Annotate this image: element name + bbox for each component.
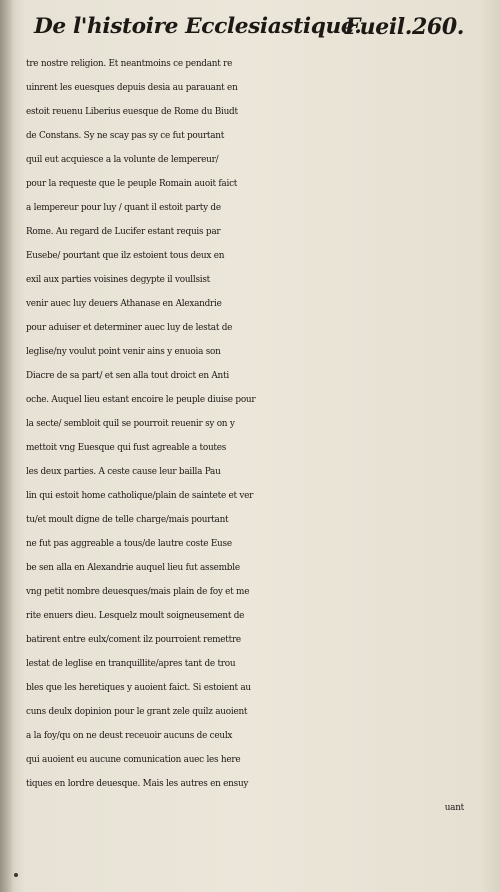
- text-line: exil aux parties voisines degypte il voullsist: [26, 275, 210, 285]
- text-line: tiques en lordre deuesque. Mais les autres en ensuy: [26, 779, 249, 789]
- text-line: cuns deulx dopinion pour le grant zele quilz auoient: [26, 707, 248, 717]
- text-line: les deux parties. A ceste cause leur bailla Pau: [26, 467, 221, 477]
- text-line: bles que les heretiques y auoient faict. Si estoient au: [26, 683, 251, 693]
- running-title: De l'histoire Ecclesiastique.: [34, 14, 362, 39]
- text-line: rite enuers dieu. Lesquelz moult soigneusement de: [26, 611, 245, 621]
- text-line: Rome. Au regard de Lucifer estant requis par: [26, 227, 221, 237]
- text-line: batirent entre eulx/coment ilz pourroient remettre: [26, 635, 241, 645]
- text-line: vng petit nombre deuesques/mais plain de foy et me: [26, 587, 250, 597]
- text-line: pour la requeste que le peuple Romain auoit faict: [26, 179, 238, 189]
- ink-speck: [14, 873, 18, 877]
- catchword: uant: [444, 803, 464, 813]
- text-line: la secte/ sembloit quil se pourroit reuenir sy on y: [26, 419, 235, 429]
- text-line: lin qui estoit home catholique/plain de saintete et ver: [26, 491, 254, 501]
- text-line: pour aduiser et determiner auec luy de lestat de: [26, 323, 233, 333]
- text-line: tu/et moult digne de telle charge/mais pourtant: [26, 515, 229, 525]
- text-line: tre nostre religion. Et neantmoins ce pendant re: [26, 59, 233, 69]
- running-head: [34, 14, 464, 48]
- binding-shadow: [0, 0, 14, 892]
- text-line: a lempereur pour luy / quant il estoit party de: [26, 203, 221, 213]
- text-line: be sen alla en Alexandrie auquel lieu fut assemble: [26, 563, 240, 573]
- text-line: Eusebe/ pourtant que ilz estoient tous deux en: [26, 251, 225, 261]
- text-line: mettoit vng Euesque qui fust agreable a toutes: [26, 443, 227, 453]
- text-line: de Constans. Sy ne scay pas sy ce fut pourtant: [26, 131, 225, 141]
- text-line: quil eut acquiesce a la volunte de lempereur/: [26, 155, 219, 165]
- text-line: venir auec luy deuers Athanase en Alexandrie: [26, 299, 222, 309]
- text-line: estoit reuenu Liberius euesque de Rome du Biudt: [26, 107, 238, 117]
- text-line: qui auoient eu aucune comunication auec les here: [26, 755, 241, 765]
- folio-number: Fueil.260.: [344, 14, 464, 40]
- body-text: [26, 52, 472, 820]
- text-line: leglise/ny voulut point venir ains y enuoia son: [26, 347, 221, 357]
- text-line: oche. Auquel lieu estant encoire le peuple diuise pour: [26, 395, 256, 405]
- text-line: lestat de leglise en tranquillite/apres tant de trou: [26, 659, 236, 669]
- text-line: ne fut pas aggreable a tous/de lautre coste Euse: [26, 539, 232, 549]
- text-line: a la foy/qu on ne deust receuoir aucuns de ceulx: [26, 731, 233, 741]
- text-line: uinrent les euesques depuis desia au parauant en: [26, 83, 238, 93]
- text-line: Diacre de sa part/ et sen alla tout droict en Anti: [26, 371, 229, 381]
